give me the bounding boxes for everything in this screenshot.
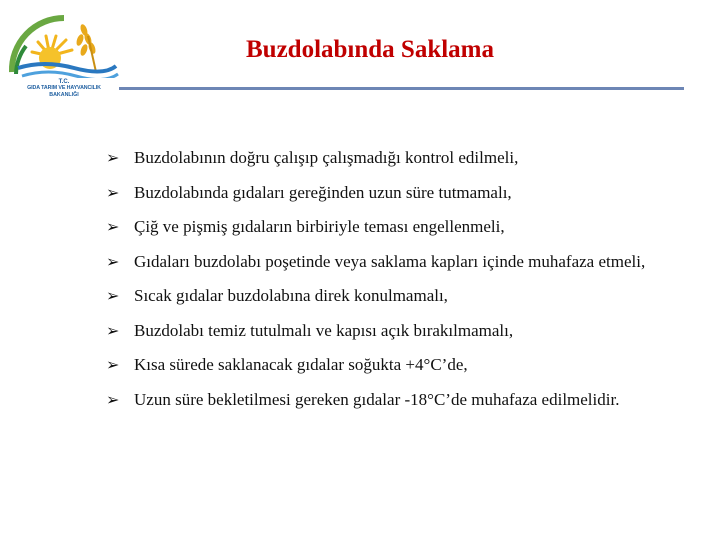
list-item xyxy=(104,279,656,314)
arrow-bullet-icon: ➢ xyxy=(106,355,120,374)
logo-line-tc: T.C. xyxy=(58,79,70,85)
logo-line-ministry-name: GIDA TARIM VE HAYVANCILIK xyxy=(27,85,101,91)
arrow-bullet-icon: ➢ xyxy=(106,251,120,271)
title-divider xyxy=(119,87,684,90)
list-item-text: Buzdolabının doğru çalışıp çalışmadığı kontrol edilmeli, xyxy=(134,148,519,167)
list-item xyxy=(104,210,656,245)
arrow-bullet-icon: ➢ xyxy=(106,217,120,236)
arrow-bullet-icon: ➢ xyxy=(106,286,120,305)
slide-title: Buzdolabında Saklama xyxy=(245,36,494,63)
list-item xyxy=(104,141,656,176)
list-item-text: Sıcak gıdalar buzdolabına direk konulmamalı, xyxy=(134,286,448,305)
arrow-bullet-icon: ➢ xyxy=(106,389,120,409)
list-item xyxy=(104,176,656,211)
arrow-bullet-icon: ➢ xyxy=(106,148,120,167)
list-item-text: Gıdaları buzdolabı poşetinde veya saklama kapları içinde muhafaza etmeli, xyxy=(134,251,646,271)
arrow-bullet-icon: ➢ xyxy=(106,182,120,202)
list-item-text: Uzun süre bekletilmesi gereken gıdalar -18°C’de muhafaza edilmelidir. xyxy=(134,389,620,409)
list-item-text: Çiğ ve pişmiş gıdaların birbiriyle teması engellenmeli, xyxy=(134,217,505,236)
list-item-text: Buzdolabında gıdaları gereğinden uzun süre tutmamalı, xyxy=(134,182,512,202)
list-item-text: Buzdolabı temiz tutulmalı ve kapısı açık bırakılmamalı, xyxy=(134,320,514,340)
sun-field-emblem-icon xyxy=(4,6,124,78)
list-item xyxy=(104,245,656,280)
list-item xyxy=(104,314,656,349)
bullet-list xyxy=(104,141,656,417)
list-item-text: Kısa sürede saklanacak gıdalar soğukta +4°C’de, xyxy=(134,355,468,374)
ministry-logo xyxy=(4,6,124,118)
arrow-bullet-icon: ➢ xyxy=(106,320,120,340)
logo-line-ministry: BAKANLIĞI xyxy=(49,92,79,98)
list-item xyxy=(104,383,656,418)
list-item xyxy=(104,348,656,383)
